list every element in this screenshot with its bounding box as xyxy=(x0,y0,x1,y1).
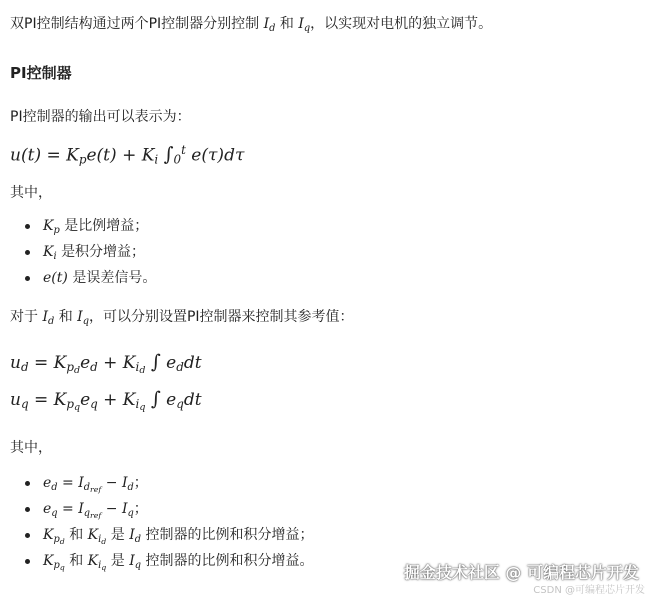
list-item-and: 和 xyxy=(69,552,84,569)
where-label-1: 其中， xyxy=(10,184,52,201)
math-Id: $I_d$ xyxy=(129,526,142,545)
ud-equation: $u_d = K_{p_d}e_d + K_{i_d}$ ∫ $e_ddt$ xyxy=(10,350,202,376)
math-eq-def: $e_q = I_{q_{ref}} - I_q$ xyxy=(43,500,134,520)
list-item xyxy=(10,239,650,265)
article-body xyxy=(10,10,650,574)
output-sentence: PI控制器的输出可以表示为： xyxy=(10,109,191,125)
for-tail: ，可以分别设置PI控制器来控制其参考值： xyxy=(88,308,354,325)
math-Id: $I_d$ xyxy=(263,16,276,34)
math-Kid: $K_{i_d}$ xyxy=(87,526,107,546)
math-Kiq: $K_{i_q}$ xyxy=(87,552,107,572)
list-item-text: 是比例增益； xyxy=(64,217,149,234)
intro-lead: 双PI控制结构通过两个PI控制器分别控制 xyxy=(10,16,260,32)
list-item-text: ； xyxy=(133,474,148,491)
math-Id: $I_d$ xyxy=(42,308,55,327)
list-item xyxy=(10,522,650,548)
list-item-is: 是 xyxy=(110,552,125,569)
section-heading: PI控制器 xyxy=(10,64,72,82)
list-item-text: 是积分增益； xyxy=(61,243,146,260)
for-sentence xyxy=(10,305,650,334)
error-list xyxy=(10,470,650,574)
watermark-main: 掘金技术社区 @ 可编程芯片开发 xyxy=(403,563,639,582)
watermark-sub: CSDN @可编程芯片开发 xyxy=(533,585,645,596)
intro-tail: ，以实现对电机的独立调节。 xyxy=(310,16,493,32)
math-Kpq: $K_{p_q}$ xyxy=(43,552,65,572)
list-item-text: 控制器的比例和积分增益； xyxy=(145,526,314,543)
math-Kp: $K_p$ xyxy=(43,217,60,236)
gain-list xyxy=(10,213,650,291)
for-lead: 对于 xyxy=(10,308,38,325)
list-item xyxy=(10,265,650,291)
list-item xyxy=(10,470,650,496)
list-item-is: 是 xyxy=(110,526,125,543)
math-et: e(t) xyxy=(43,269,68,286)
math-Iq: $I_q$ xyxy=(298,16,311,34)
list-item xyxy=(10,496,650,522)
math-Iq: $I_q$ xyxy=(77,308,89,327)
list-item-and: 和 xyxy=(69,526,84,543)
for-and: 和 xyxy=(58,308,73,325)
math-Ki: $K_i$ xyxy=(43,243,57,262)
intro-paragraph xyxy=(10,12,650,41)
where-label-2: 其中， xyxy=(10,439,52,456)
uq-equation: $u_q = K_{p_q}e_q + K_{i_q}$ ∫ $e_qdt$ xyxy=(10,387,202,413)
list-item-text: 是误差信号。 xyxy=(72,269,157,286)
math-ed-def: $e_d = I_{d_{ref}} - I_d$ xyxy=(43,474,134,494)
list-item xyxy=(10,213,650,239)
math-Kpd: $K_{p_d}$ xyxy=(43,526,65,546)
intro-and: 和 xyxy=(279,16,294,32)
list-item-text: ； xyxy=(133,500,148,517)
pi-output-equation: $u(t) = K_pe(t) + K_i$ $\int_0^t$ e(τ)dτ xyxy=(10,143,245,167)
math-Iq: $I_q$ xyxy=(129,552,142,571)
list-item-text: 控制器的比例和积分增益。 xyxy=(145,552,314,569)
